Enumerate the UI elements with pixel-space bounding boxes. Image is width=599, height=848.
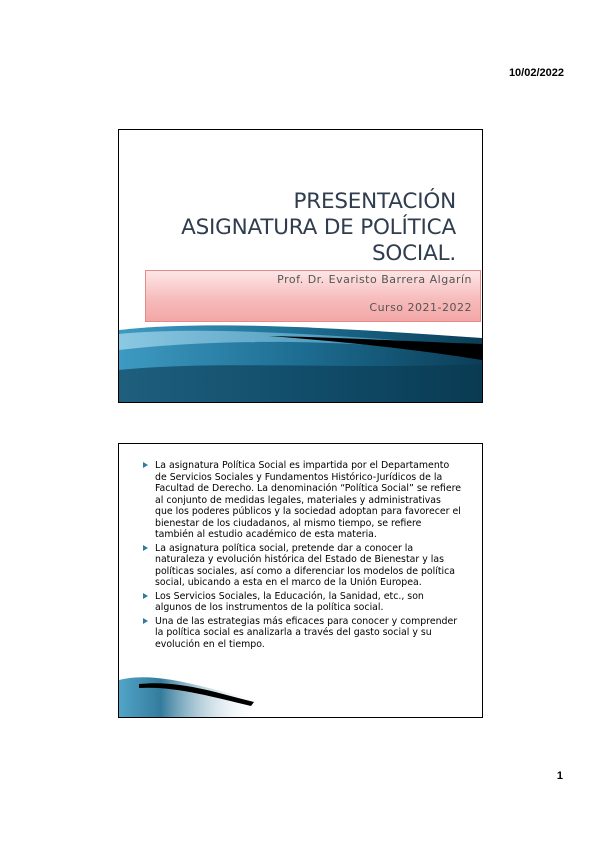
triangle-bullet-icon <box>143 462 148 468</box>
slide-title <box>136 189 456 267</box>
wave-decoration <box>119 650 482 717</box>
wave-decoration <box>119 320 482 402</box>
page-number: 1 <box>556 770 563 782</box>
slide-title-line-2: ASIGNATURA DE POLÍTICA <box>181 215 456 240</box>
triangle-bullet-icon <box>143 593 148 599</box>
course-year: Curso 2021-2022 <box>369 301 472 314</box>
triangle-bullet-icon <box>143 618 148 624</box>
bullet-list <box>143 460 461 652</box>
header-date: 10/02/2022 <box>508 67 564 79</box>
triangle-bullet-icon <box>143 545 148 551</box>
author-name: Prof. Dr. Evaristo Barrera Algarín <box>277 273 472 286</box>
slide-title-line-1: PRESENTACIÓN <box>293 189 456 214</box>
subtitle-box <box>145 270 481 322</box>
title-slide <box>118 129 483 403</box>
bullet-text: La asignatura política social, pretende dar a conocer la naturaleza y evolución histórica del Estado de Bienestar y las políticas sociales, así como a diferenciar los modelos de política social, ubicando a esta en el marco de la Unión Europea. <box>155 542 456 588</box>
list-item <box>143 591 461 614</box>
list-item <box>143 616 461 651</box>
content-slide <box>118 443 483 718</box>
list-item <box>143 543 461 589</box>
list-item <box>143 460 461 541</box>
bullet-text: Los Servicios Sociales, la Educación, la Sanidad, etc., son algunos de los instrumentos de la política social. <box>155 590 424 613</box>
bullet-text: Una de las estrategias más eficaces para conocer y comprender la política social es analizarla a través del gasto social y su evolución en el tiempo. <box>155 615 458 650</box>
slide-title-line-3: SOCIAL. <box>371 241 456 266</box>
bullet-text: La asignatura Política Social es impartida por el Departamento de Servicios Sociales y Fundamentos Histórico-Jurídicos de la Facultad de Derecho. La denominación “Política Social” se refiere al conjunto de medidas legales, materiales y administrativas que los poderes públicos y la sociedad adoptan para favorecer el bienestar de los ciudadanos, al mismo tiempo, se refiere también al estudio académico de esta materia. <box>155 460 462 540</box>
